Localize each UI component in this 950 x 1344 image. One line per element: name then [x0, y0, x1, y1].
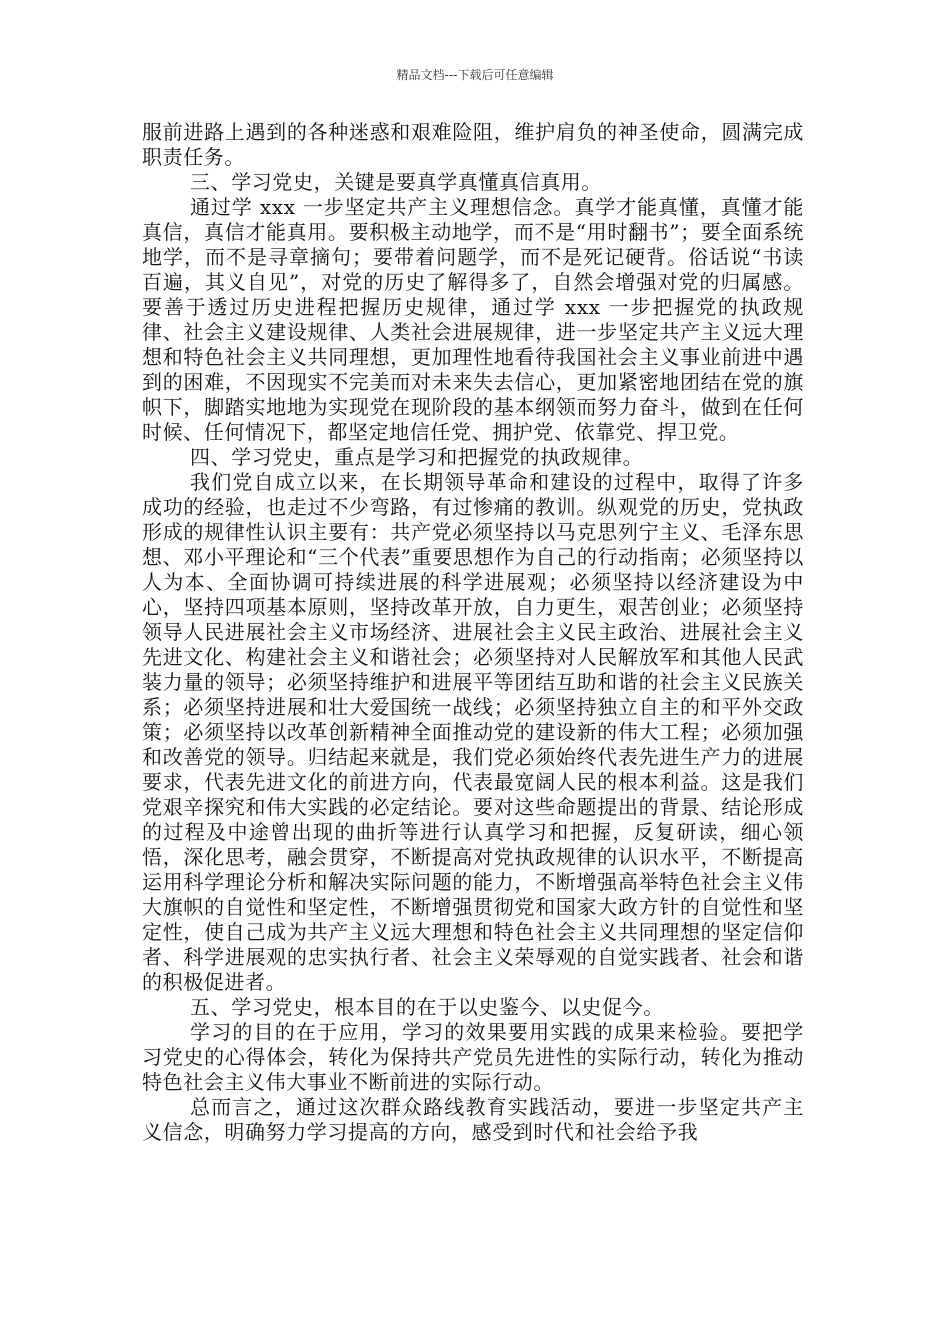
paragraph-continuation: 服前进路上遇到的各种迷惑和艰难险阻，维护肩负的神圣使命，圆满完成职责任务。: [142, 120, 804, 169]
section-heading-4: 四、学习党史，重点是学习和把握党的执政规律。: [190, 445, 644, 469]
section-heading-3: 三、学习党史，关键是要真学真懂真信真用。: [190, 170, 602, 194]
paragraph-body: 我们党自成立以来，在长期领导革命和建设的过程中，取得了许多成功的经验，也走过不少弯路，有过惨痛的教训。纵观党的历史，党执政形成的规律性认识主要有：共产党必须坚持以马克思列宁主义、毛泽东思想、邓小平理论和“三个代表”重要思想作为自己的行动指南；必须坚持以人为本、全面协调可持续进展的科学进展观；必须坚持以经济建设为中心，坚持四项基本原则，坚持改革开放，自力更生，艰苦创业；必须坚持领导人民进展社会主义市场经济、进展社会主义民主政治、进展社会主义先进文化、构建社会主义和谐社会；必须坚持对人民解放军和其他人民武装力量的领导；必须坚持维护和进展平等团结互助和谐的社会主义民族关系；必须坚持进展和壮大爱国统一战线；必须坚持独立自主的和平外交政策；必须坚持以改革创新精神全面推动党的建设新的伟大工程；必须加强和改善党的领导。归结起来就是，我们党必须始终代表先进生产力的进展要求，代表先进文化的前进方向，代表最宽阔人民的根本利益。这是我们党艰辛探究和伟大实践的必定结论。要对这些命题提出的背景、结论形成的过程及中途曾出现的曲折等进行认真学习和把握，反复研读，细心领悟，深化思考，融会贯穿，不断提高对党执政规律的认识水平，不断提高运用科学理论分析和解决实际问题的能力，不断增强高举特色社会主义伟大旗帜的自觉性和坚定性，不断增强贯彻党和国家大政方针的自觉性和坚定性，使自己成为共产主义远大理想和特色社会主义共同理想的坚定信仰者、科学进展观的忠实执行者、社会主义荣辱观的自觉实践者、社会和谐的积极促进者。: [142, 470, 804, 994]
document-body: [142, 120, 804, 1145]
paragraph-body: 通过学 xxx 一步坚定共产主义理想信念。真学才能真懂，真懂才能真信，真信才能真用。要积极主动地学，而不是“用时翻书”；要全面系统地学，而不是寻章摘句；要带着问题学，而不是死记硬背。俗话说“书读百遍，其义自见”，对党的历史了解得多了，自然会增强对党的归属感。要善于透过历史进程把握历史规律，通过学 xxx 一步把握党的执政规律、社会主义建设规律、人类社会进展规律，进一步坚定共产主义远大理想和特色社会主义共同理想，更加理性地看待我国社会主义事业前进中遇到的困难，不因现实不完美而对未来失去信心，更加紧密地团结在党的旗帜下，脚踏实地地为实现党在现阶段的基本纲领而努力奋斗，做到在任何时候、任何情况下，都坚定地信任党、拥护党、依靠党、捍卫党。: [142, 195, 804, 444]
section-heading-5: 五、学习党史，根本目的在于以史鉴今、以史促今。: [190, 995, 664, 1019]
paragraph-body: 学习的目的在于应用，学习的效果要用实践的成果来检验。要把学习党史的心得体会，转化为保持共产党员先进性的实际行动，转化为推动特色社会主义伟大事业不断前进的实际行动。: [142, 1020, 804, 1094]
page-header: 精品文档---下载后可任意编辑: [396, 68, 554, 82]
paragraph-conclusion: 总而言之，通过这次群众路线教育实践活动，要进一步坚定共产主义信念，明确努力学习提高的方向，感受到时代和社会给予我: [142, 1095, 804, 1144]
